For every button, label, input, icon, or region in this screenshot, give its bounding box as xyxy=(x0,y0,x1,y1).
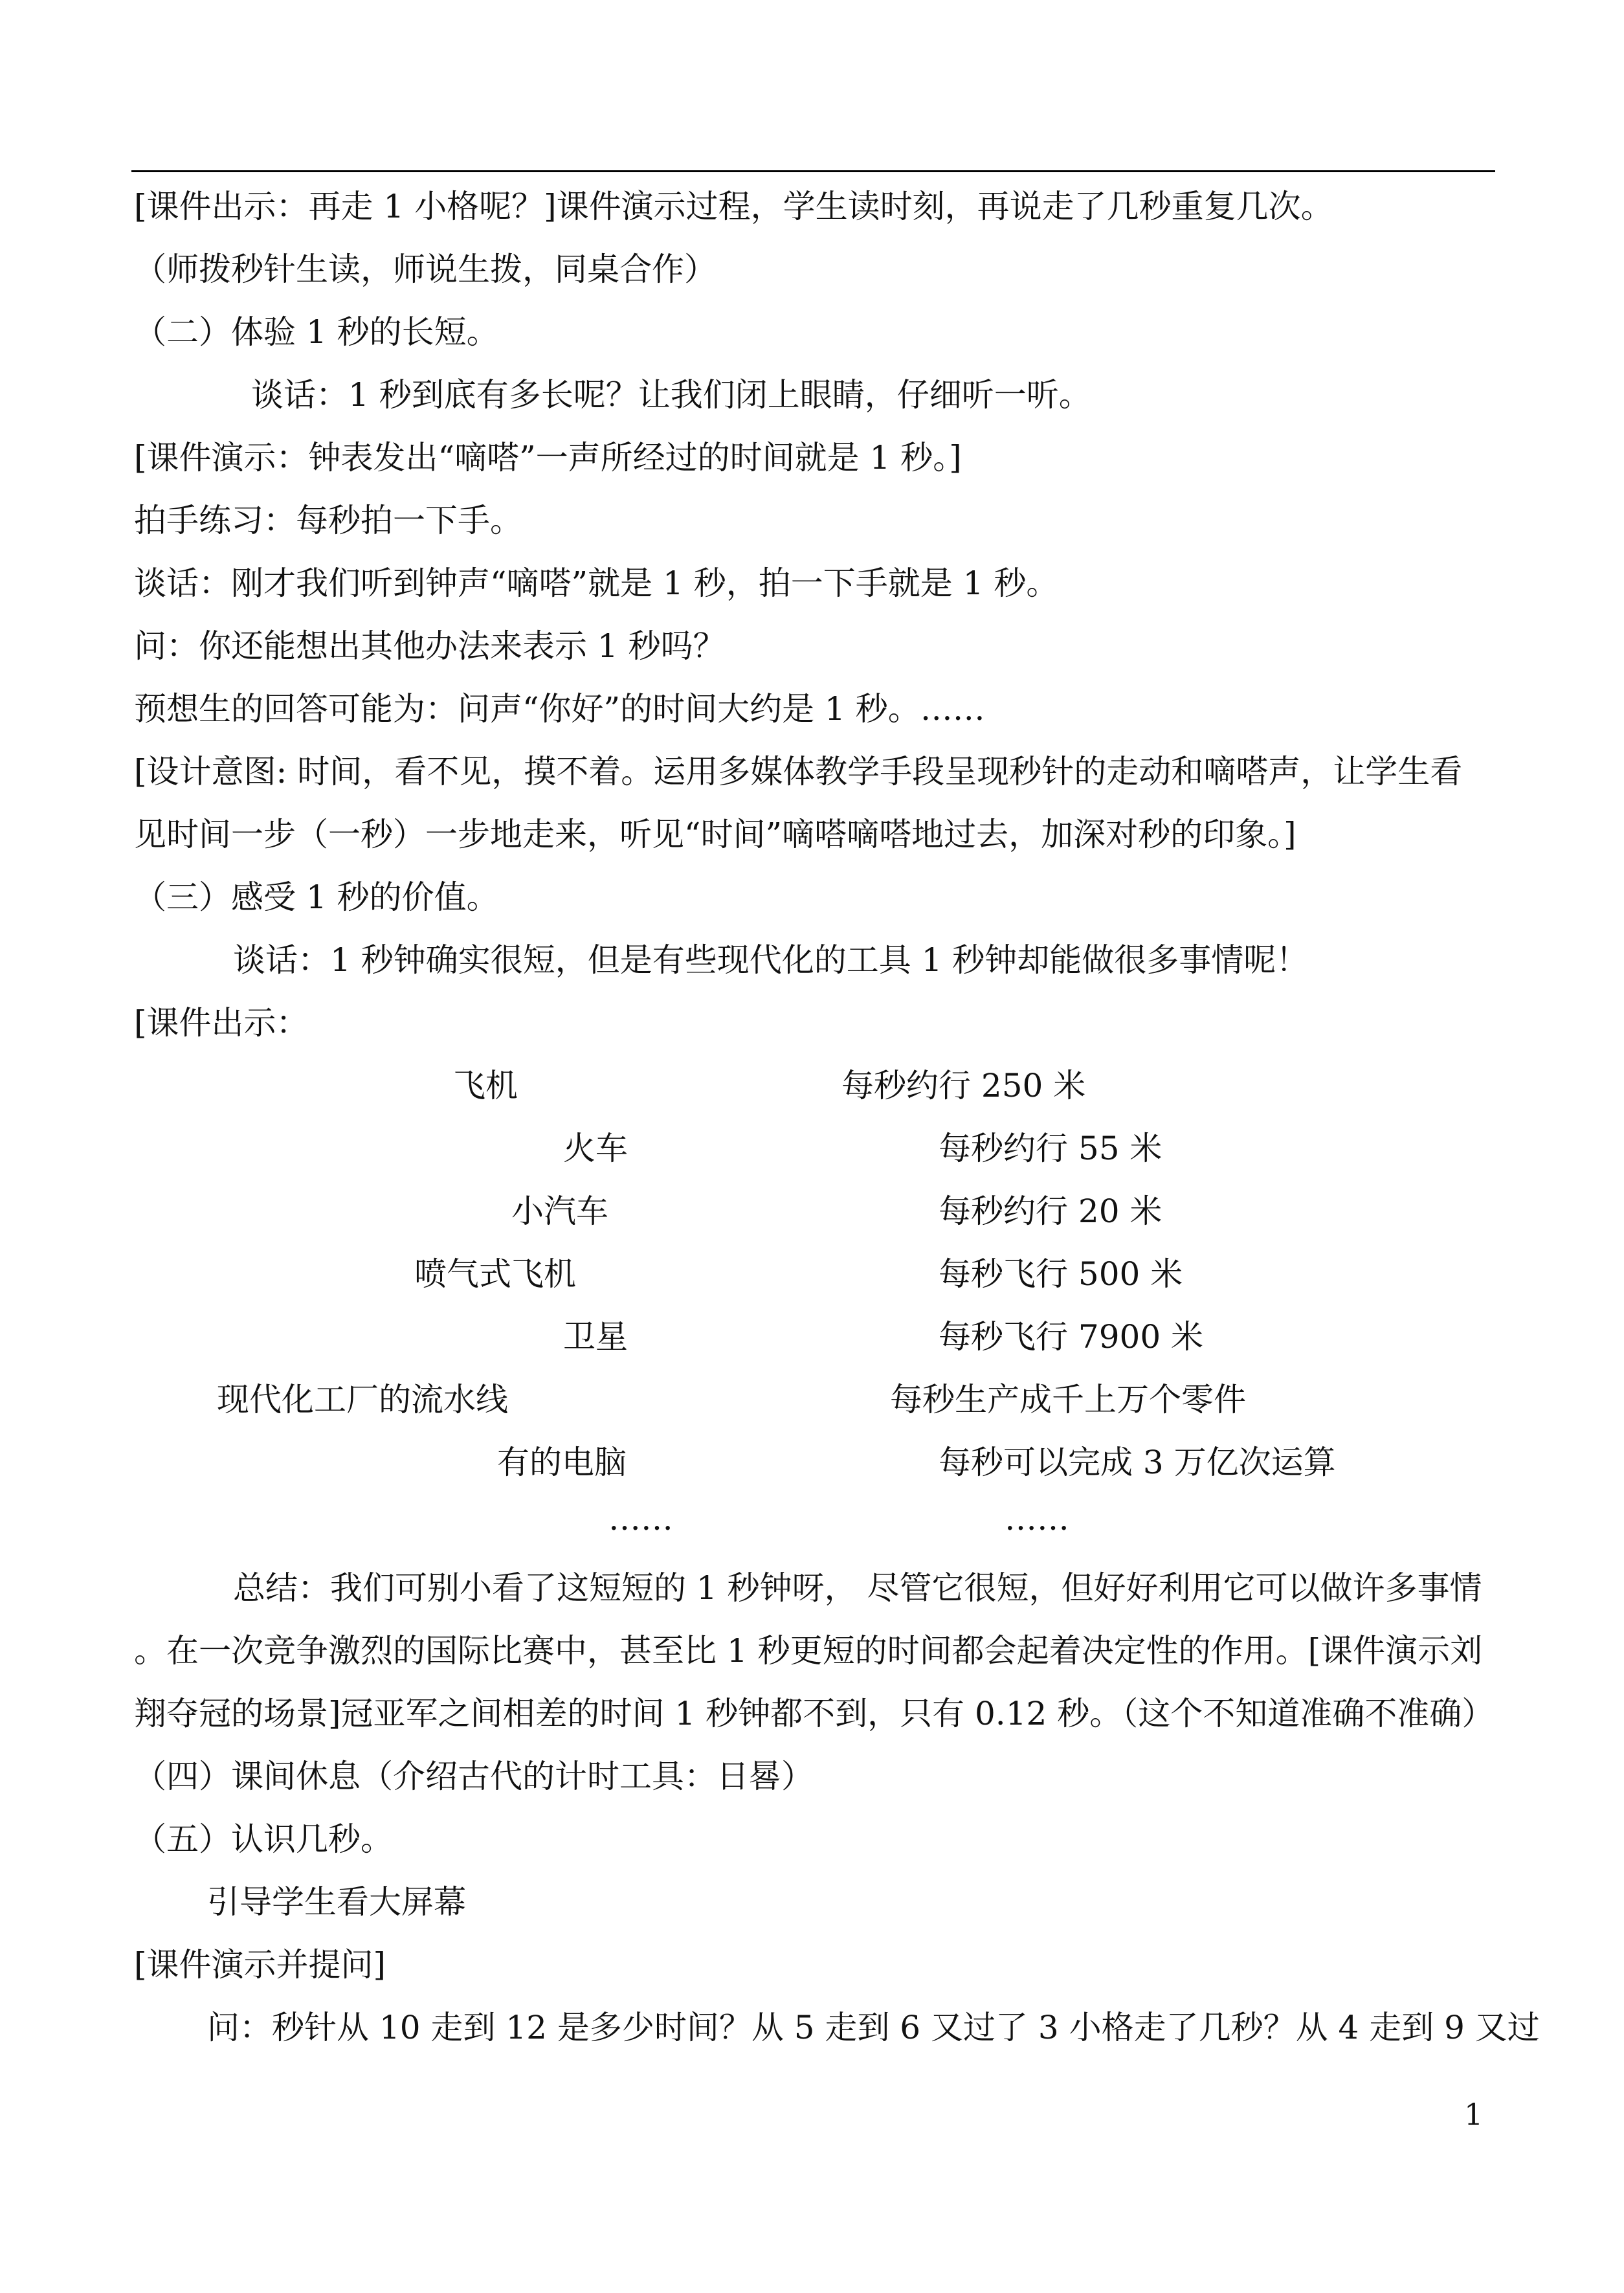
text-line: 谈话：1 秒到底有多长呢？让我们闭上眼睛，仔细听一听。 xyxy=(251,376,1091,414)
text-line: 谈话：刚才我们听到钟声“嘀嗒”就是 1 秒，拍一下手就是 1 秒。 xyxy=(134,565,1059,602)
page-number: 1 xyxy=(1464,2097,1484,2132)
text-line: [课件演示：钟表发出“嘀嗒”一声所经过的时间就是 1 秒。] xyxy=(134,439,962,476)
table-ellipsis: …… xyxy=(1005,1500,1069,1538)
text-line: 谈话：1 秒钟确实很短，但是有些现代化的工具 1 秒钟却能做很多事情呢！ xyxy=(233,941,1309,979)
text-line: [课件出示：再走 1 小格呢？]课件演示过程，学生读时刻，再说走了几秒重复几次。 xyxy=(134,188,1333,225)
table-ellipsis: …… xyxy=(608,1500,673,1538)
text-line: [设计意图: 时间，看不见，摸不着。运用多媒体教学手段呈现秒针的走动和嘀嗒声，让学生看 xyxy=(134,753,1463,790)
text-line: 引导学生看大屏幕 xyxy=(207,1883,466,1921)
text-line: 问：秒针从 10 走到 12 是多少时间？从 5 走到 6 又过了 3 小格走了几秒？从 4 走到 9 又过 xyxy=(207,2009,1540,2046)
table-name: 小汽车 xyxy=(511,1192,608,1230)
text-line: 总结：我们可别小看了这短短的 1 秒钟呀， 尽管它很短，但好好利用它可以做许多事情 xyxy=(233,1569,1482,1607)
table-value: 每秒约行 250 米 xyxy=(841,1067,1086,1104)
table-value: 每秒飞行 7900 米 xyxy=(939,1318,1204,1356)
table-name: 现代化工厂的流水线 xyxy=(217,1381,508,1418)
text-line: [课件出示： xyxy=(134,1004,309,1042)
section-heading: （三）感受 1 秒的价值。 xyxy=(134,878,499,916)
section-heading: （二）体验 1 秒的长短。 xyxy=(134,313,499,351)
text-line: 问：你还能想出其他办法来表示 1 秒吗？ xyxy=(134,627,726,665)
table-name: 喷气式飞机 xyxy=(414,1255,576,1293)
table-value: 每秒约行 55 米 xyxy=(939,1130,1162,1167)
table-name: 卫星 xyxy=(563,1318,628,1356)
table-value: 每秒飞行 500 米 xyxy=(939,1255,1183,1293)
table-name: 飞机 xyxy=(453,1067,518,1104)
section-heading: （四）课间休息（介绍古代的计时工具：日晷） xyxy=(134,1758,814,1795)
table-value: 每秒可以完成 3 万亿次运算 xyxy=(939,1444,1336,1481)
table-name: 有的电脑 xyxy=(497,1444,627,1481)
text-line: 。在一次竞争激烈的国际比赛中，甚至比 1 秒更短的时间都会起着决定性的作用。[课件演示刘 xyxy=(134,1632,1483,1670)
section-heading: （五）认识几秒。 xyxy=(134,1820,393,1858)
text-line: [课件演示并提问] xyxy=(134,1946,386,1984)
text-line: （师拨秒针生读，师说生拨，同桌合作） xyxy=(134,251,717,288)
text-line: 见时间一步（一秒）一步地走来，听见“时间”嘀嗒嘀嗒地过去，加深对秒的印象。] xyxy=(134,816,1296,853)
table-value: 每秒生产成千上万个零件 xyxy=(890,1381,1246,1418)
text-line: 翔夺冠的场景]冠亚军之间相差的时间 1 秒钟都不到，只有 0.12 秒。（这个不知道准确不准确） xyxy=(134,1695,1495,1732)
header-rule xyxy=(131,170,1495,172)
text-line: 拍手练习：每秒拍一下手。 xyxy=(134,502,522,539)
table-value: 每秒约行 20 米 xyxy=(939,1192,1162,1230)
table-name: 火车 xyxy=(563,1130,628,1167)
text-line: 预想生的回答可能为：问声“你好”的时间大约是 1 秒。…… xyxy=(134,690,985,728)
